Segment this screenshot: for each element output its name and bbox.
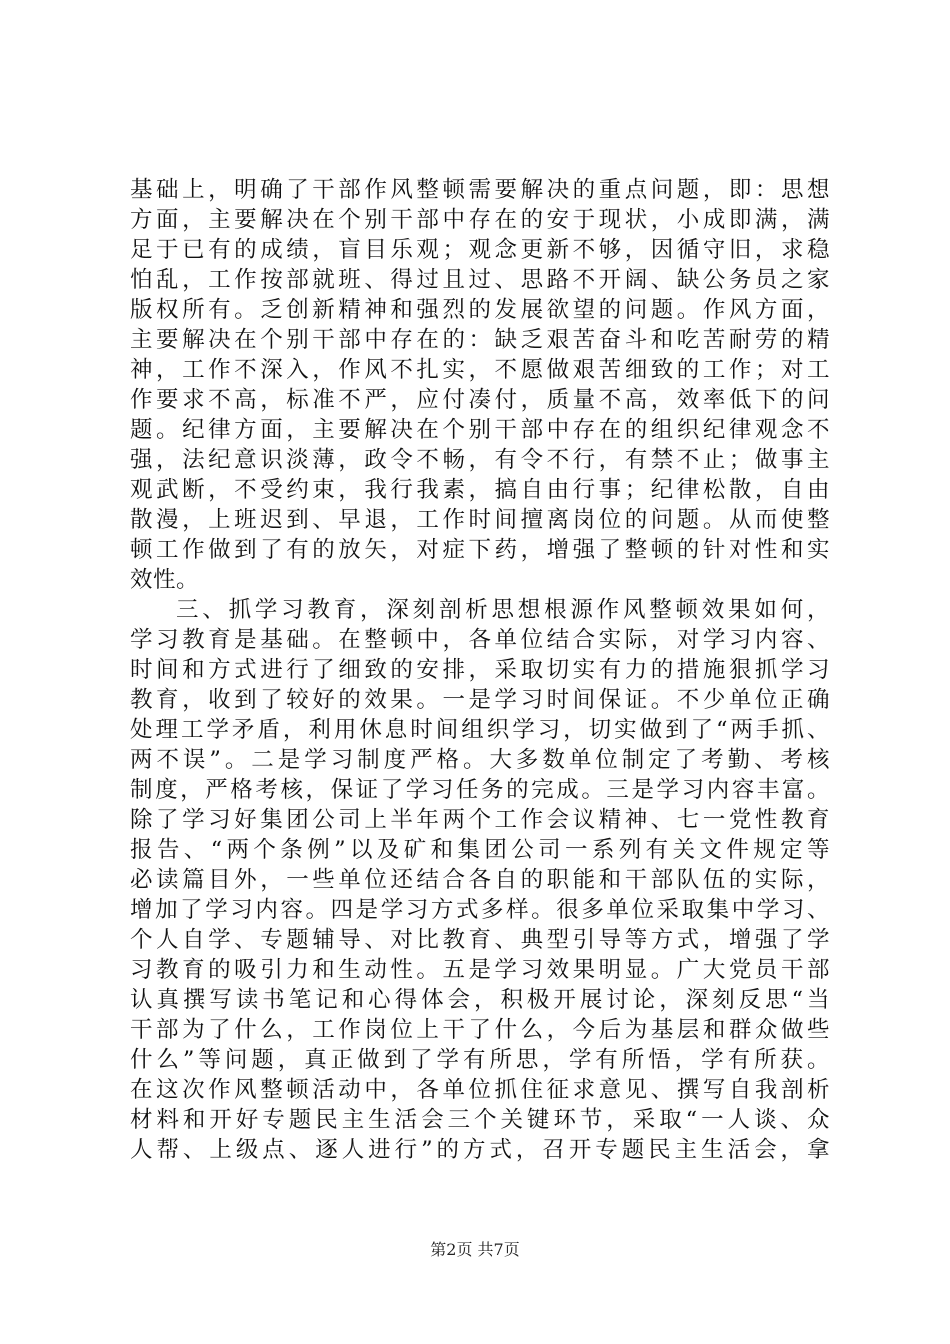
text-line: 主要解决在个别干部中存在的：缺乏艰苦奋斗和吃苦耐劳的精 <box>130 327 830 353</box>
text-line: 制度，严格考核，保证了学习任务的完成。三是学习内容丰富。 <box>130 777 830 803</box>
text-line: 足于已有的成绩，盲目乐观；观念更新不够，因循守旧，求稳 <box>130 237 830 263</box>
text-line: 材料和开好专题民主生活会三个关键环节，采取“一人谈、众 <box>130 1107 830 1133</box>
text-line: 人帮、上级点、逐人进行”的方式，召开专题民主生活会，拿 <box>130 1137 830 1163</box>
text-line: 增加了学习内容。四是学习方式多样。很多单位采取集中学习、 <box>130 897 830 923</box>
text-line: 什么”等问题，真正做到了学有所思，学有所悟，学有所获。 <box>130 1047 830 1073</box>
text-line: 学习教育是基础。在整顿中，各单位结合实际，对学习内容、 <box>130 627 830 653</box>
text-line: 除了学习好集团公司上半年两个工作会议精神、七一党性教育 <box>130 807 830 833</box>
text-line: 基础上，明确了干部作风整顿需要解决的重点问题，即：思想 <box>130 177 830 203</box>
text-line: 版权所有。乏创新精神和强烈的发展欲望的问题。作风方面， <box>130 297 830 323</box>
text-line: 观武断，不受约束，我行我素，搞自由行事；纪律松散，自由 <box>130 477 830 503</box>
document-body <box>130 175 830 1165</box>
text-line: 在这次作风整顿活动中，各单位抓住征求意见、撰写自我剖析 <box>130 1077 830 1103</box>
text-line: 教育，收到了较好的效果。一是学习时间保证。不少单位正确 <box>130 687 830 713</box>
text-line: 怕乱，工作按部就班、得过且过、思路不开阔、缺公务员之家 <box>130 267 830 293</box>
text-line: 强，法纪意识淡薄，政令不畅，有令不行，有禁不止；做事主 <box>130 447 830 473</box>
text-line: 方面，主要解决在个别干部中存在的安于现状，小成即满，满 <box>130 207 830 233</box>
text-line: 作要求不高，标准不严，应付凑付，质量不高，效率低下的问 <box>130 387 830 413</box>
text-line: 时间和方式进行了细致的安排，采取切实有力的措施狠抓学习 <box>130 657 830 683</box>
text-line: 处理工学矛盾，利用休息时间组织学习，切实做到了“两手抓、 <box>130 717 830 743</box>
text-line: 顿工作做到了有的放矢，对症下药，增强了整顿的针对性和实 <box>130 537 830 563</box>
text-line: 两不误”。二是学习制度严格。大多数单位制定了考勤、考核 <box>130 747 830 773</box>
page-footer: 第2页 共7页 <box>430 1240 520 1259</box>
text-line: 神，工作不深入，作风不扎实，不愿做艰苦细致的工作；对工 <box>130 357 830 383</box>
text-line: 干部为了什么，工作岗位上干了什么，今后为基层和群众做些 <box>130 1017 830 1043</box>
text-line: 效性。 <box>130 567 200 593</box>
text-line: 题。纪律方面，主要解决在个别干部中存在的组织纪律观念不 <box>130 417 830 443</box>
text-line: 个人自学、专题辅导、对比教育、典型引导等方式，增强了学 <box>130 927 830 953</box>
text-line: 习教育的吸引力和生动性。五是学习效果明显。广大党员干部 <box>130 957 830 983</box>
text-line: 散漫，上班迟到、早退，工作时间擅离岗位的问题。从而使整 <box>130 507 830 533</box>
text-line: 三、抓学习教育，深刻剖析思想根源作风整顿效果如何， <box>176 597 830 623</box>
text-line: 认真撰写读书笔记和心得体会，积极开展讨论，深刻反思“当 <box>130 987 830 1013</box>
text-line: 报告、“两个条例”以及矿和集团公司一系列有关文件规定等 <box>130 837 830 863</box>
text-line: 必读篇目外，一些单位还结合各自的职能和干部队伍的实际， <box>130 867 830 893</box>
